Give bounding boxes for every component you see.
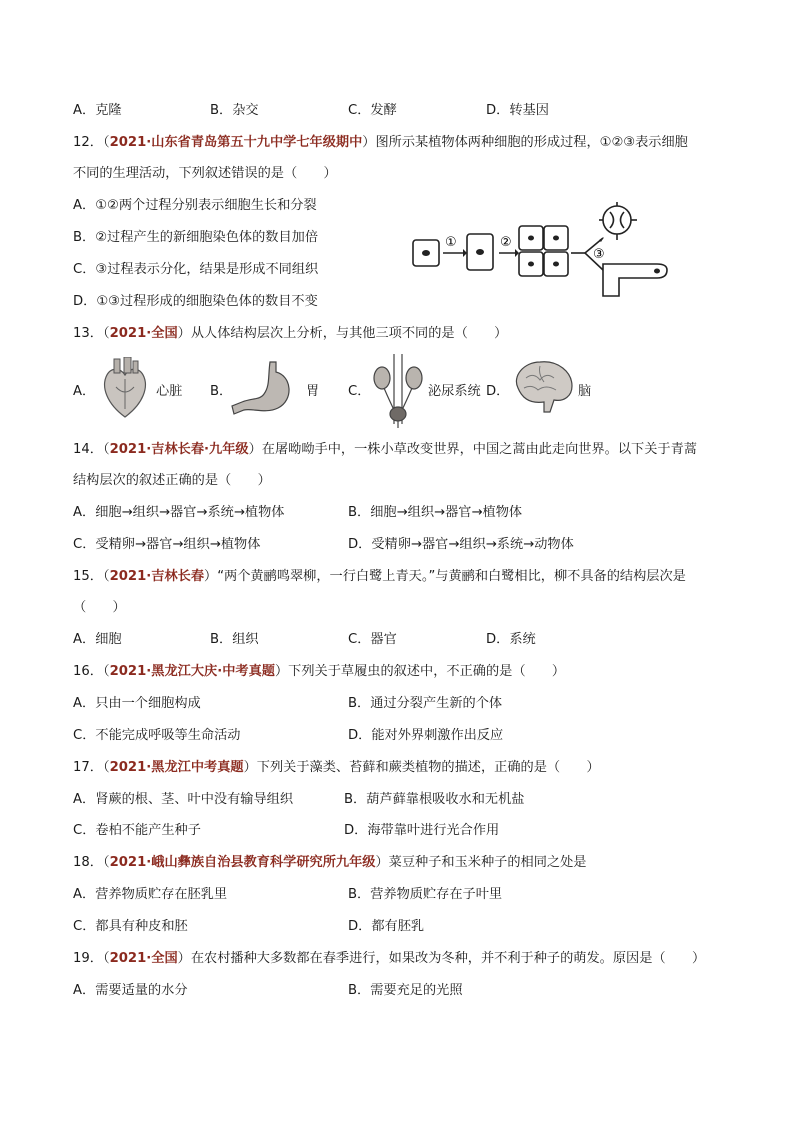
option-b: B．细胞→组织→器官→植物体 bbox=[348, 505, 523, 520]
guard-cell-structure bbox=[603, 206, 631, 234]
option-b: B．葫芦藓靠根吸收水和无机盐 bbox=[344, 792, 525, 807]
step-label-2: ② bbox=[500, 235, 512, 250]
option-a: A．克隆 bbox=[73, 103, 122, 118]
option-a: A．只由一个细胞构成 bbox=[73, 696, 201, 711]
stomach-icon bbox=[230, 360, 302, 418]
source-tag: 2021·吉林长春 bbox=[109, 569, 205, 584]
urinary-system-icon bbox=[370, 354, 426, 428]
option-b-label: 胃 bbox=[306, 384, 320, 399]
option-b: B．②过程产生的新细胞染色体的数目加倍 bbox=[73, 230, 319, 245]
option-c: C．受精卵→器官→组织→植物体 bbox=[73, 537, 261, 552]
option-a-label: 心脏 bbox=[156, 384, 183, 399]
question-15-stem-2: （ ） bbox=[73, 600, 126, 615]
source-tag: 2021·全国 bbox=[109, 951, 178, 966]
question-14-stem-2: 结构层次的叙述正确的是（ ） bbox=[73, 473, 271, 488]
option-b: B．通过分裂产生新的个体 bbox=[348, 696, 503, 711]
question-15-stem: 15．（2021·吉林长春）“两个黄鹂鸣翠柳，一行白鹭上青天。”与黄鹂和白鹭相比，柳不具备的结构层次是 bbox=[73, 569, 686, 584]
option-c-label: 泌尿系统 bbox=[428, 384, 481, 399]
source-tag: 2021·黑龙江大庆·中考真题 bbox=[109, 664, 275, 679]
option-c-letter: C． bbox=[348, 384, 371, 399]
option-c: C．不能完成呼吸等生命活动 bbox=[73, 728, 241, 743]
source-tag: 2021·吉林长春·九年级 bbox=[109, 442, 249, 457]
source-tag: 2021·峨山彝族自治县教育科学研究所九年级 bbox=[109, 855, 376, 870]
source-tag: 2021·山东省青岛第五十九中学七年级期中 bbox=[109, 135, 363, 150]
option-a: A．肾蕨的根、茎、叶中没有输导组织 bbox=[73, 792, 294, 807]
question-12-stem-2: 不同的生理活动，下列叙述错误的是（ ） bbox=[73, 166, 337, 181]
source-tag: 2021·黑龙江中考真题 bbox=[109, 760, 244, 775]
question-14-stem: 14．（2021·吉林长春·九年级）在屠呦呦手中，一株小草改变世界，中国之蒿由此走向世界。以下关于青蒿 bbox=[73, 442, 697, 457]
step-label-3: ③ bbox=[593, 247, 605, 262]
option-d: D．转基因 bbox=[486, 103, 549, 118]
option-d-label: 脑 bbox=[578, 384, 592, 399]
step-label-1: ① bbox=[445, 235, 457, 250]
question-12-stem: 12．（2021·山东省青岛第五十九中学七年级期中）图所示某植物体两种细胞的形成过程，①②③表示细胞 bbox=[73, 135, 688, 150]
option-c: C．③过程表示分化，结果是形成不同组织 bbox=[73, 262, 319, 277]
question-16-stem: 16．（2021·黑龙江大庆·中考真题）下列关于草履虫的叙述中，不正确的是（ ） bbox=[73, 664, 566, 679]
option-d: D．系统 bbox=[486, 632, 536, 647]
option-a: A．营养物质贮存在胚乳里 bbox=[73, 887, 228, 902]
option-c: C．卷柏不能产生种子 bbox=[73, 823, 201, 838]
option-c: C．器官 bbox=[348, 632, 397, 647]
option-c: C．都具有种皮和胚 bbox=[73, 919, 188, 934]
option-a-letter: A． bbox=[73, 384, 96, 399]
option-c: C．发酵 bbox=[348, 103, 397, 118]
question-18-stem: 18．（2021·峨山彝族自治县教育科学研究所九年级）菜豆种子和玉米种子的相同之处是 bbox=[73, 855, 587, 870]
source-tag: 2021·全国 bbox=[109, 326, 178, 341]
option-d: D．都有胚乳 bbox=[348, 919, 425, 934]
question-13-stem: 13．（2021·全国）从人体结构层次上分析，与其他三项不同的是（ ） bbox=[73, 326, 508, 341]
option-b: B．组织 bbox=[210, 632, 259, 647]
option-b: B．杂交 bbox=[210, 103, 259, 118]
option-a: A．细胞 bbox=[73, 632, 122, 647]
option-b: B．需要充足的光照 bbox=[348, 983, 463, 998]
option-a: A．需要适量的水分 bbox=[73, 983, 188, 998]
brain-icon bbox=[510, 358, 576, 416]
option-d: D．海带靠叶进行光合作用 bbox=[344, 823, 500, 838]
option-d: D．①③过程形成的细胞染色体的数目不变 bbox=[73, 294, 318, 309]
option-b-letter: B． bbox=[210, 384, 233, 399]
question-19-stem: 19．（2021·全国）在农村播种大多数都在春季进行，如果改为冬种，并不利于种子的萌发。原因是（ ） bbox=[73, 951, 706, 966]
option-a: A．①②两个过程分别表示细胞生长和分裂 bbox=[73, 198, 317, 213]
heart-icon bbox=[98, 357, 152, 421]
cell-division-diagram bbox=[405, 200, 675, 302]
option-d: D．能对外界刺激作出反应 bbox=[348, 728, 504, 743]
option-d: D．受精卵→器官→组织→系统→动物体 bbox=[348, 537, 574, 552]
option-a: A．细胞→组织→器官→系统→植物体 bbox=[73, 505, 285, 520]
option-b: B．营养物质贮存在子叶里 bbox=[348, 887, 503, 902]
question-17-stem: 17．（2021·黑龙江中考真题）下列关于藻类、苔藓和蕨类植物的描述，正确的是（ ） bbox=[73, 760, 600, 775]
option-d-letter: D． bbox=[486, 384, 510, 399]
